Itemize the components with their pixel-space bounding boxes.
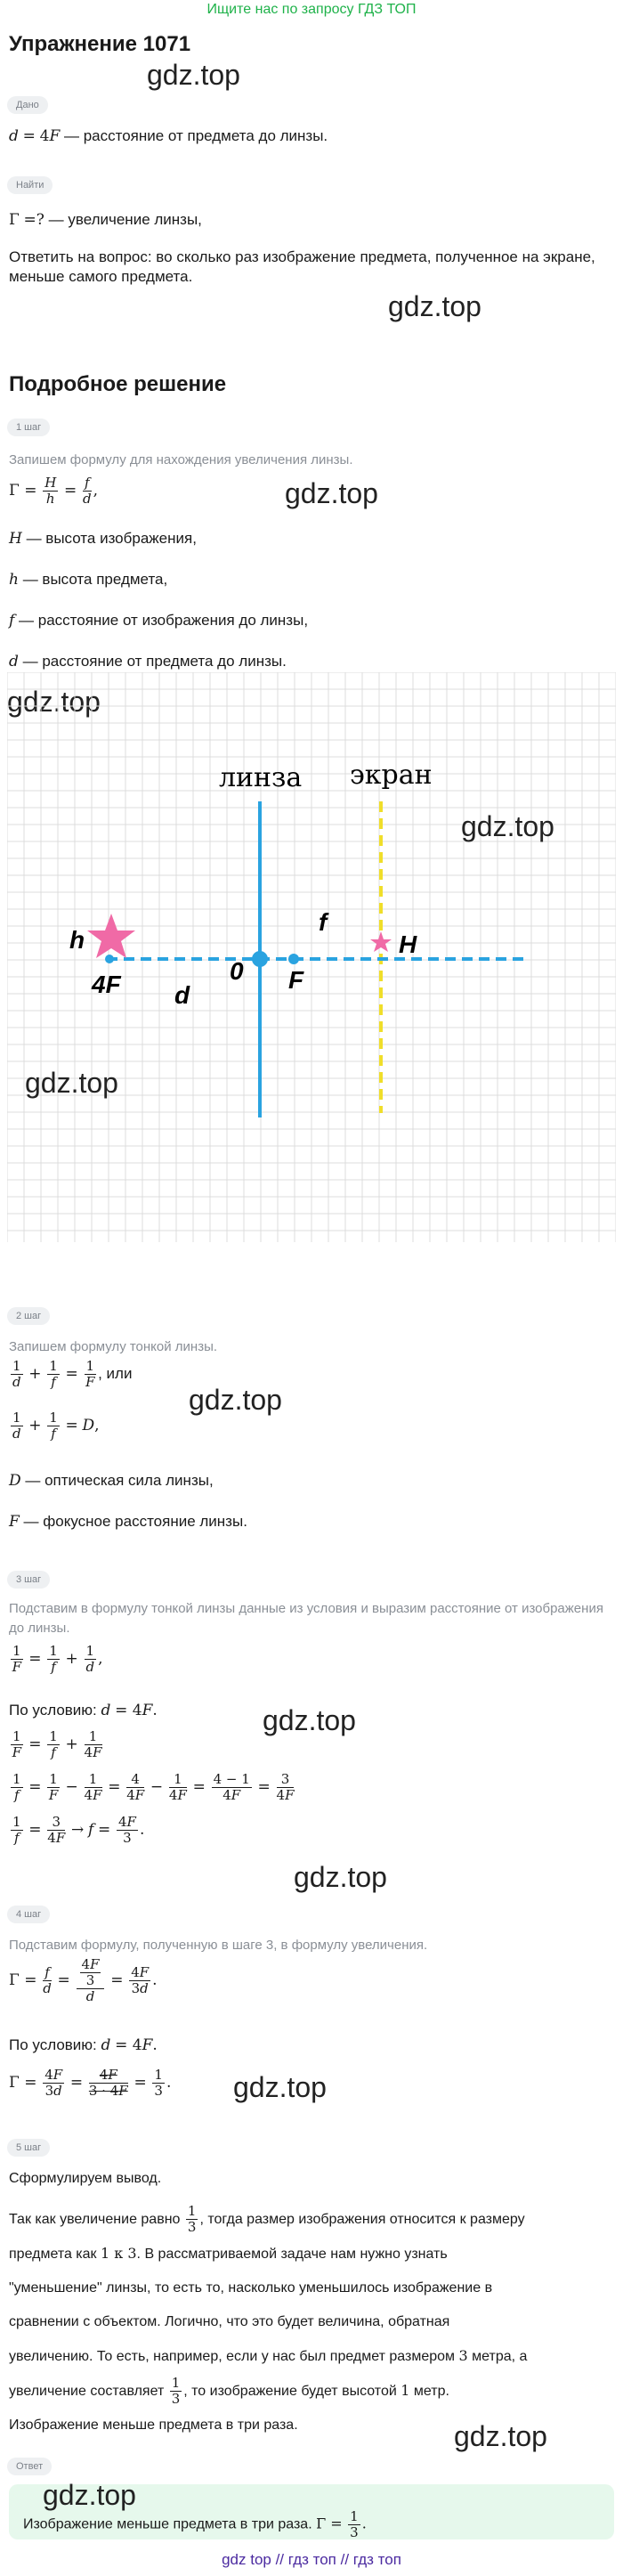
step1-intro: Запишем формулу для нахождения увеличения линзы. (9, 452, 353, 467)
step3-condition: По условию: d = 4F. (9, 1702, 158, 1719)
step3-eq3: $\frac{1}{f}$ = $\frac{1}{F}$ − $\frac{1}{4F}$ = $\frac{4}{4F}$ − $\frac{1}{4F}$ = $\frac{4 - 1}{4F}$ = $\frac{3}{4F}$ (12, 1771, 295, 1803)
given-line: d = 4F — расстояние от предмета до линзы. (9, 127, 328, 145)
watermark: gdz.top (294, 1861, 387, 1893)
magnification-formula: Γ = $\frac{H}{h}$ = $\frac{f}{d}$ , (9, 475, 99, 507)
lens-diagram (7, 672, 616, 1242)
step4-condition: По условию: d = 4F. (9, 2036, 158, 2054)
step1-badge: 1 шаг (7, 418, 50, 436)
given-badge: Дано (7, 96, 48, 114)
watermark: gdz.top (285, 477, 378, 509)
watermark: gdz.top (7, 686, 101, 718)
step2-intro: Запишем формулу тонкой линзы. (9, 1339, 218, 1354)
solution-title: Подробное решение (9, 372, 227, 396)
watermark: gdz.top (461, 810, 554, 842)
step5-badge: 5 шаг (7, 2139, 50, 2157)
footer-links[interactable]: gdz top // гдз топ // гдз топ (222, 2551, 401, 2568)
object-dot (105, 955, 114, 963)
watermark: gdz.top (263, 1704, 356, 1736)
step4-intro: Подставим формулу, полученную в шаге 3, в формулу увеличения. (9, 1938, 428, 1953)
step3-badge: 3 шаг (7, 1571, 50, 1589)
zero-label: 0 (230, 957, 244, 985)
step2-badge: 2 шаг (7, 1307, 50, 1325)
step5-text: Так как увеличение равно $\frac{1}{3}$ , тогда размер изображения относится к размеру предмета как 1 к 3. В рассматриваемой задаче нам нужно узнать "уменьшение" линзы, то есть то, насколько уменьшилось изображение в сравнении с объектом. Логично, что это будет величина, обратная увеличению. То есть, например, если у нас был предмет размером 3 метра, а увеличение составляет $\frac{1}{3}$ , то изображение будет высотой 1 метр. Изображение меньше предмета в три раза. (9, 2203, 528, 2433)
lens-center-dot (252, 951, 268, 967)
d-label: d (174, 981, 190, 1009)
step3-eq4: $\frac{1}{f}$ = $\frac{3}{4F}$ → f = $\frac{4F}{3}$ . (12, 1814, 145, 1846)
def-h: h — высота предмета, (9, 571, 168, 589)
find-badge: Найти (7, 176, 53, 194)
page-title: Упражнение 1071 (9, 32, 191, 56)
promo-banner[interactable]: Ищите нас по запросу ГДЗ ТОП (206, 2, 417, 17)
def-H: H — высота изображения, (9, 530, 197, 548)
step3-eq2: $\frac{1}{F}$ = $\frac{1}{f}$ + $\frac{1}{4F}$ (12, 1728, 102, 1760)
object-star-icon (87, 914, 135, 958)
h-label: h (69, 926, 85, 954)
step3-eq1: $\frac{1}{F}$ = $\frac{1}{f}$ + $\frac{1}{d}$ , (12, 1643, 103, 1675)
screen-label: экран (350, 760, 433, 791)
def-f: f — расстояние от изображения до линзы, (9, 612, 309, 630)
watermark: gdz.top (25, 1067, 118, 1099)
watermark: gdz.top (388, 290, 481, 322)
H-label: H (399, 930, 417, 958)
step5-intro: Сформулируем вывод. (9, 2171, 162, 2186)
watermark: gdz.top (43, 2479, 136, 2511)
find-line: Γ =? — увеличение линзы, (9, 211, 202, 229)
watermark: gdz.top (233, 2071, 327, 2103)
def-D: D — оптическая сила линзы, (9, 1472, 214, 1490)
F-label: F (288, 966, 304, 994)
optical-power-formula: $\frac{1}{d}$ + $\frac{1}{f}$ = D, (12, 1410, 100, 1442)
thin-lens-formula: $\frac{1}{d}$ + $\frac{1}{f}$ = $\frac{1}{F}$ , или (12, 1358, 133, 1390)
image-star-icon (370, 931, 392, 952)
watermark: gdz.top (454, 2420, 547, 2452)
step4-eq2: Γ = $\frac{4F}{3d}$ = $\frac{4F}{3 \cdot 4F}$ = $\frac{1}{3}$ . (9, 2067, 172, 2099)
lens-label: линза (219, 762, 303, 793)
watermark: gdz.top (189, 1384, 282, 1416)
f-label: f (319, 908, 328, 936)
step3-intro: Подставим в формулу тонкой линзы данные из условия и выразим расстояние от изображения до линзы. (9, 1601, 603, 1636)
answer-text: Изображение меньше предмета в три раза. Γ = $\frac{1}{3}$ . (23, 2508, 367, 2540)
def-F: F — фокусное расстояние линзы. (9, 1513, 247, 1531)
focus-dot (288, 954, 299, 964)
fourF-label: 4F (92, 971, 121, 998)
answer-badge: Ответ (7, 2458, 52, 2475)
def-d: d — расстояние от предмета до линзы. (9, 653, 287, 670)
watermark: gdz.top (147, 59, 240, 91)
find-question: Ответить на вопрос: во сколько раз изображение предмета, полученное на экране, меньше самого предмета. (9, 248, 595, 285)
step4-badge: 4 шаг (7, 1906, 50, 1923)
step4-eq1: Γ = $\frac{f}{d}$ = $\frac{\frac{4F}{3}}{d}$ = $\frac{4F}{3d}$ . (9, 1956, 158, 2004)
